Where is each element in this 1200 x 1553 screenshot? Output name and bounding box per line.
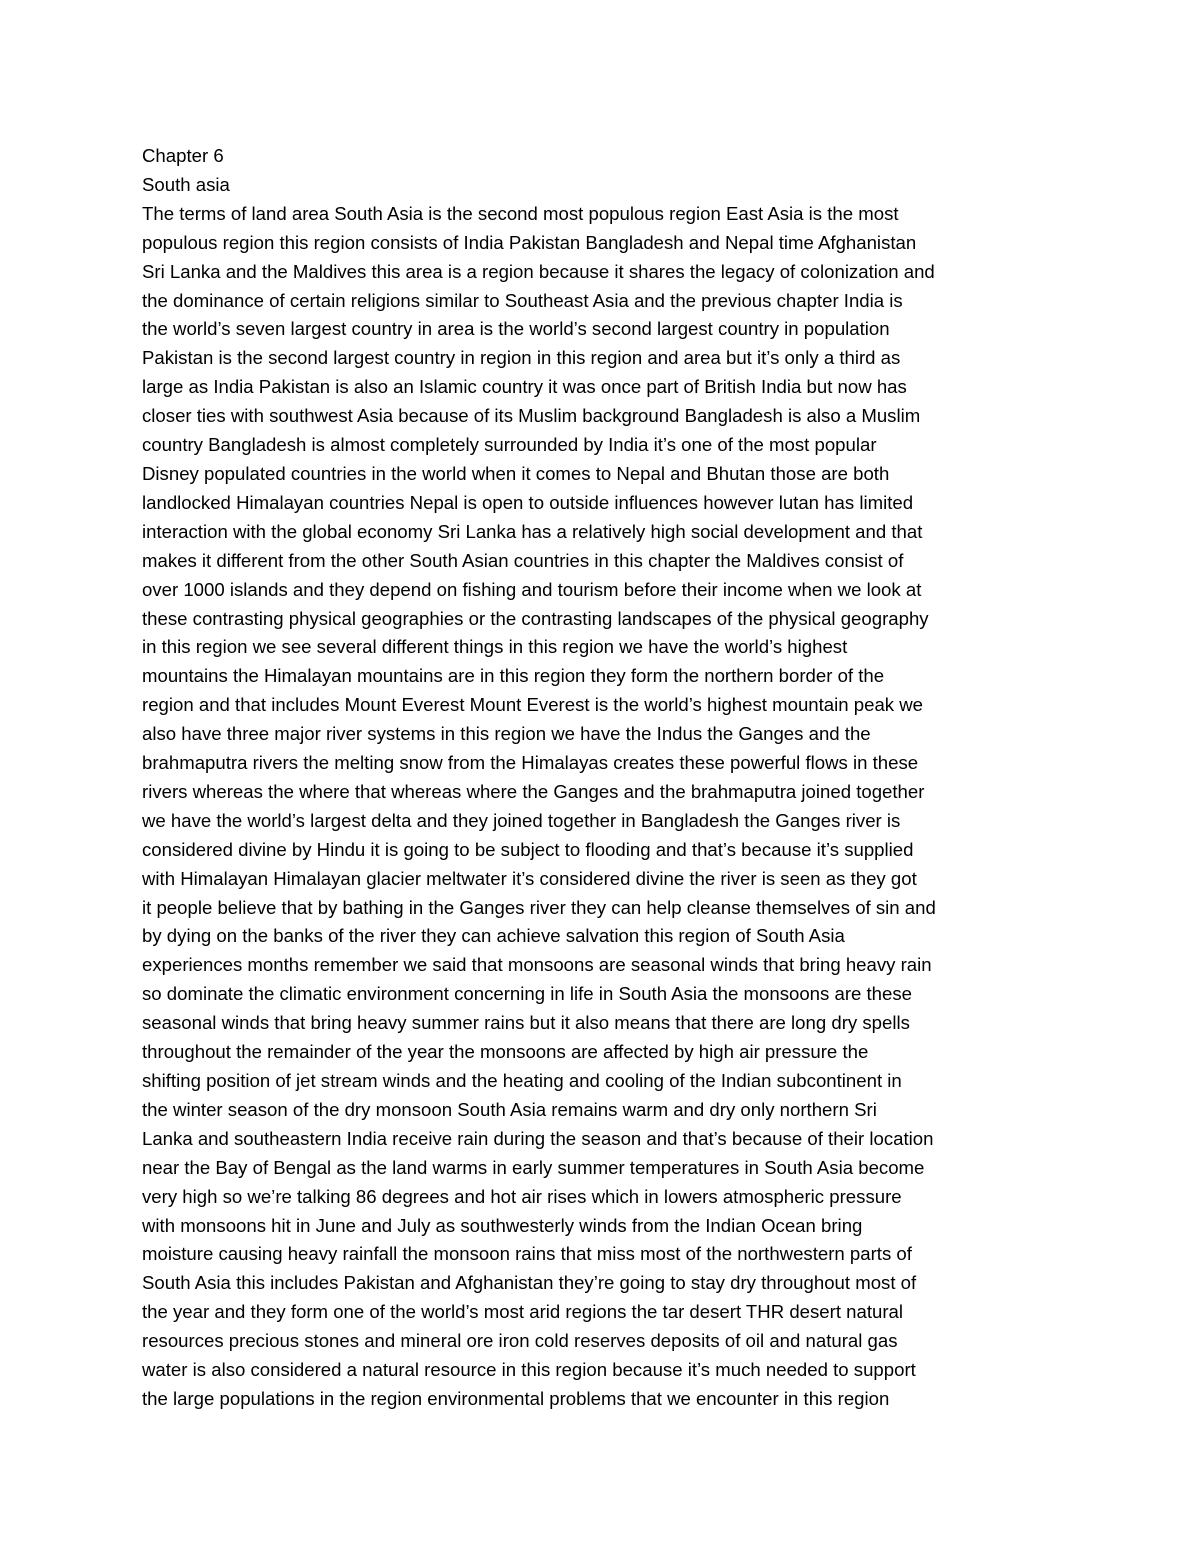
body-line: so dominate the climatic environment concerning in life in South Asia the monsoons are these [142,983,913,1005]
body-line: throughout the remainder of the year the monsoons are affected by high air pressure the [142,1041,869,1063]
body-line: over 1000 islands and they depend on fishing and tourism before their income when we look at [142,578,922,600]
body-line: very high so we’re talking 86 degrees and hot air rises which in lowers atmospheric pressure [142,1185,902,1207]
body-line: we have the world’s largest delta and they joined together in Bangladesh the Ganges river is [142,809,901,831]
body-line: country Bangladesh is almost completely surrounded by India it’s one of the most popular [142,434,877,456]
body-line: Sri Lanka and the Maldives this area is a region because it shares the legacy of colonization and [142,260,935,282]
body-line: populous region this region consists of India Pakistan Bangladesh and Nepal time Afghanistan [142,231,917,253]
body-line: rivers whereas the where that whereas where the Ganges and the brahmaputra joined together [142,780,925,802]
body-line: moisture causing heavy rainfall the monsoon rains that miss most of the northwestern parts of [142,1243,912,1265]
body-line: brahmaputra rivers the melting snow from the Himalayas creates these powerful flows in these [142,752,919,774]
body-line: The terms of land area South Asia is the second most populous region East Asia is the most [142,202,899,224]
body-line: with Himalayan Himalayan glacier meltwater it’s considered divine the river is seen as they got [142,867,917,889]
body-line: Lanka and southeastern India receive rain during the season and that’s because of their location [142,1127,934,1149]
body-line: region and that includes Mount Everest Mount Everest is the world’s highest mountain peak we [142,694,924,716]
body-line: the large populations in the region environmental problems that we encounter in this region [142,1387,890,1409]
document-body [142,142,1062,1414]
body-line: in this region we see several different things in this region we have the world’s highest [142,636,848,658]
body-line: makes it different from the other South Asian countries in this chapter the Maldives consist of [142,549,904,571]
body-line: shifting position of jet stream winds and the heating and cooling of the Indian subcontinent in [142,1070,902,1091]
body-line: water is also considered a natural resource in this region because it’s much needed to support [142,1359,916,1381]
body-line: with monsoons hit in June and July as southwesterly winds from the Indian Ocean bring [142,1214,863,1236]
body-line: the world’s seven largest country in area is the world’s second largest country in population [142,318,890,340]
body-line: landlocked Himalayan countries Nepal is open to outside influences however lutan has limited [142,491,914,513]
body-line: these contrasting physical geographies or the contrasting landscapes of the physical geography [142,607,929,629]
chapter-heading: Chapter 6 [142,145,224,166]
body-line: Disney populated countries in the world when it comes to Nepal and Bhutan those are both [142,462,890,484]
body-line: considered divine by Hindu it is going to be subject to flooding and that’s because it’s supplied [142,838,914,860]
body-line: by dying on the banks of the river they can achieve salvation this region of South Asia [142,925,845,947]
body-line: mountains the Himalayan mountains are in this region they form the northern border of the [142,665,885,687]
body-line: Pakistan is the second largest country in region in this region and area but it’s only a third as [142,347,901,369]
body-line: the dominance of certain religions similar to Southeast Asia and the previous chapter India is [142,289,903,311]
body-line: near the Bay of Bengal as the land warms in early summer temperatures in South Asia become [142,1156,925,1178]
body-line: large as India Pakistan is also an Islamic country it was once part of British India but now has [142,376,907,398]
body-line: seasonal winds that bring heavy summer rains but it also means that there are long dry spells [142,1012,910,1034]
body-line: closer ties with southwest Asia because of its Muslim background Bangladesh is also a Muslim [142,405,921,427]
body-line: resources precious stones and mineral ore iron cold reserves deposits of oil and natural gas [142,1330,898,1352]
body-line: interaction with the global economy Sri Lanka has a relatively high social development and that [142,520,923,542]
body-line: the year and they form one of the world’s most arid regions the tar desert THR desert natural [142,1301,904,1323]
chapter-title: South asia [142,173,230,195]
body-line: South Asia this includes Pakistan and Afghanistan they’re going to stay dry throughout most of [142,1272,917,1294]
body-line: also have three major river systems in this region we have the Indus the Ganges and the [142,723,871,745]
body-line: the winter season of the dry monsoon South Asia remains warm and dry only northern Sri [142,1098,877,1120]
body-line: experiences months remember we said that monsoons are seasonal winds that bring heavy rain [142,954,932,976]
body-line: it people believe that by bathing in the Ganges river they can help cleanse themselves of sin and [142,896,936,918]
